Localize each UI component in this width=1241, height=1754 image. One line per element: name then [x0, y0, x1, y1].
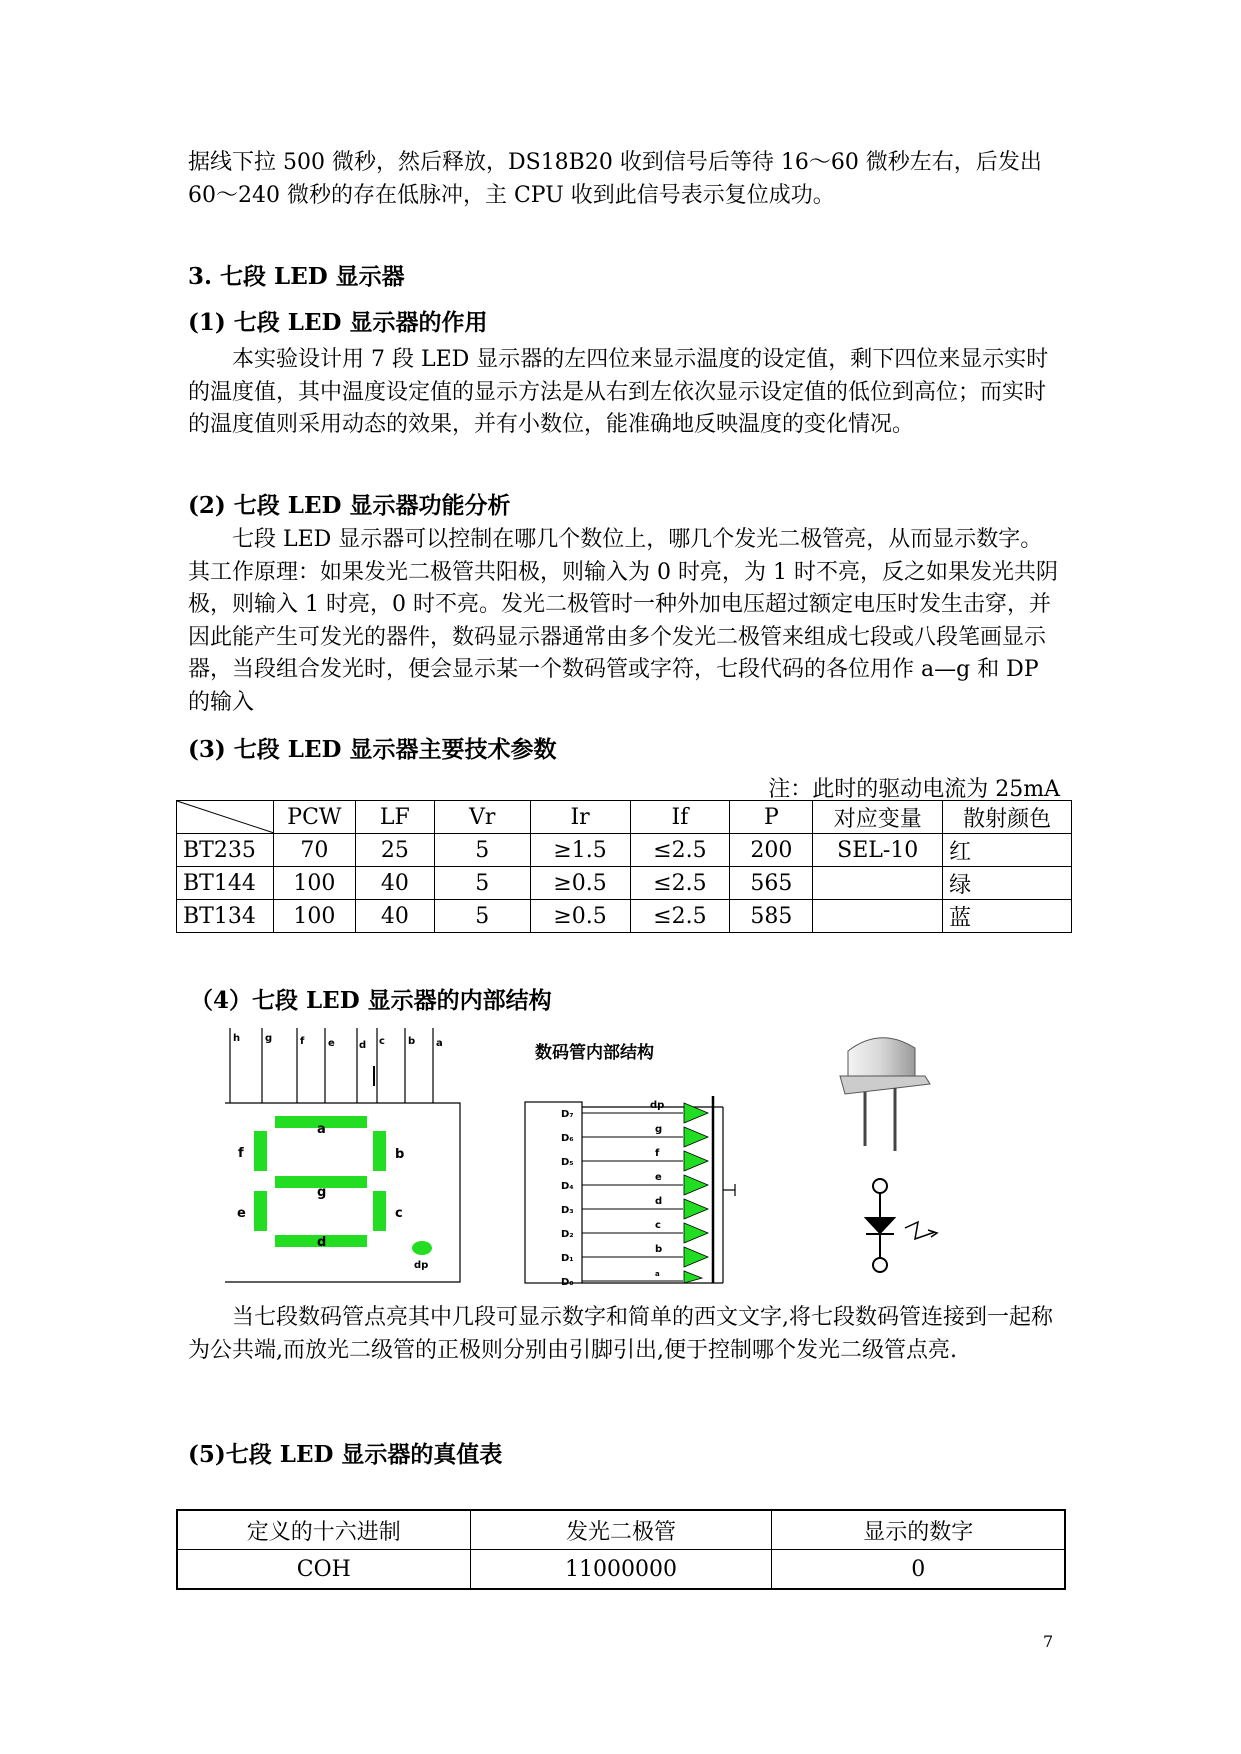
- pin-label: c: [379, 1036, 385, 1047]
- led-package-diagram: [830, 1026, 970, 1286]
- segment-label: dp: [414, 1260, 429, 1271]
- table-cell: 100: [273, 900, 355, 933]
- d-pin-label: D₃: [561, 1205, 574, 1216]
- led-diode-icon: [684, 1271, 702, 1283]
- d-pin-label: D₇: [561, 1109, 574, 1120]
- table-cell: 5: [434, 867, 530, 900]
- table-cell: SEL-10: [813, 834, 943, 867]
- table-cell: 绿: [943, 867, 1072, 900]
- internal-structure-title: 数码管内部结构: [535, 1043, 654, 1063]
- subsection-4-text: 当七段数码管点亮其中几段可显示数字和简单的西文文字,将七段数码管连接到一起称为公共端,而放光二级管的正极则分别由引脚引出,便于控制哪个发光二级管点亮.: [188, 1305, 1053, 1363]
- segment-dp: [412, 1241, 432, 1255]
- header-cell: 发光二极管: [470, 1510, 772, 1550]
- table-cell: [813, 900, 943, 933]
- segment-pin-label: f: [655, 1148, 660, 1159]
- table-cell: 蓝: [943, 900, 1072, 933]
- header-cell: 显示的数字: [772, 1510, 1065, 1550]
- d-pin-label: D₂: [561, 1229, 574, 1240]
- table-cell: 11000000: [470, 1550, 772, 1590]
- header-cell: Vr: [434, 801, 530, 834]
- header-cell: P: [730, 801, 813, 834]
- section-heading: 3. 七段 LED 显示器: [188, 263, 405, 290]
- d-pin-label: D₅: [561, 1157, 574, 1168]
- table-cell: 红: [943, 834, 1072, 867]
- led-diode-icon: [684, 1223, 708, 1243]
- internal-structure-diagram: [523, 1036, 753, 1286]
- led-package-icon: [840, 1038, 930, 1151]
- d-pin-label: D₆: [561, 1133, 574, 1144]
- segment-label: b: [395, 1147, 405, 1162]
- segment-label: a: [317, 1122, 326, 1137]
- table-cell: BT134: [177, 900, 274, 933]
- segment-label: g: [317, 1185, 327, 1200]
- segment-f: [254, 1131, 267, 1171]
- table-cell: ≤2.5: [630, 834, 730, 867]
- table-cell: 5: [434, 900, 530, 933]
- segment-pin-label: d: [655, 1196, 663, 1207]
- segment-b: [373, 1131, 386, 1171]
- table-cell: COH: [177, 1550, 470, 1590]
- table-cell: 40: [355, 867, 434, 900]
- led-diode-icon: [684, 1127, 708, 1147]
- pin-label: d: [359, 1040, 367, 1051]
- table-cell: 40: [355, 900, 434, 933]
- page-number: 7: [1043, 1632, 1054, 1651]
- subsection-1-text: 本实验设计用 7 段 LED 显示器的左四位来显示温度的设定值，剩下四位来显示实时的温度值，其中温度设定值的显示方法是从右到左依次显示设定值的低位到高位；而实时的温度值则采用动态的效果，并有小数位，能准确地反映温度的变化情况。: [188, 347, 1049, 437]
- table-cell: 5: [434, 834, 530, 867]
- led-diode-icon: [684, 1175, 708, 1195]
- table-cell: BT235: [177, 834, 274, 867]
- segment-pin-label: c: [655, 1220, 661, 1231]
- table-row: [177, 900, 1072, 933]
- segment-label: e: [237, 1206, 246, 1221]
- seven-segment-diagram: [225, 1028, 465, 1284]
- subsection-2-heading: (2) 七段 LED 显示器功能分析: [188, 492, 511, 519]
- header-cell: If: [630, 801, 730, 834]
- d-pin-label: D₁: [561, 1253, 574, 1264]
- segment-c: [373, 1191, 386, 1231]
- header-cell: PCW: [273, 801, 355, 834]
- table-cell: ≥0.5: [530, 867, 630, 900]
- header-cell: 散射颜色: [943, 801, 1072, 834]
- diagonal-line: [177, 801, 274, 833]
- subsection-4-heading: （4）七段 LED 显示器的内部结构: [190, 987, 552, 1014]
- header-cell: Ir: [530, 801, 630, 834]
- pin-label: f: [300, 1036, 305, 1047]
- led-diode-icon: [684, 1199, 708, 1219]
- table-cell: 100: [273, 867, 355, 900]
- table-cell: BT144: [177, 867, 274, 900]
- segment-label: f: [238, 1146, 244, 1161]
- table-row: [177, 1550, 1065, 1590]
- d-pin-label: D₄: [561, 1181, 574, 1192]
- diagonal-header-cell: [177, 801, 274, 834]
- pin-label: h: [233, 1033, 241, 1044]
- pin-label: g: [265, 1033, 273, 1044]
- header-cell: 对应变量: [813, 801, 943, 834]
- table-cell: 585: [730, 900, 813, 933]
- segment-pin-label: b: [655, 1244, 663, 1255]
- table-cell: 565: [730, 867, 813, 900]
- segment-pin-label: dp: [650, 1100, 665, 1111]
- led-symbol-icon: [866, 1179, 937, 1272]
- pin-label: e: [328, 1038, 335, 1049]
- table-cell: [813, 867, 943, 900]
- segment-pin-label: e: [655, 1172, 662, 1183]
- table-header-row: [177, 801, 1072, 834]
- intro-paragraph: 据线下拉 500 微秒，然后释放，DS18B20 收到信号后等待 16～60 微秒左右，后发出 60～240 微秒的存在低脉冲，主 CPU 收到此信号表示复位成功。: [188, 150, 1042, 208]
- truth-table: [176, 1509, 1066, 1590]
- table-row: [177, 834, 1072, 867]
- table-cell: ≤2.5: [630, 867, 730, 900]
- led-diode-icon: [684, 1103, 708, 1123]
- subsection-2-text: 七段 LED 显示器可以控制在哪几个数位上，哪几个发光二极管亮，从而显示数字。其工作原理：如果发光二极管共阳极，则输入为 0 时亮，为 1 时不亮，反之如果发光共阴极，则输入 1 时亮，0 时不亮。发光二极管时一种外加电压超过额定电压时发生击穿，并因此能产生可发光的器件，数码显示器通常由多个发光二极管来组成七段或八段笔画显示器，当段组合发光时，便会显示某一个数码管或字符，七段代码的各位用作 a—g 和 DP 的输入: [188, 527, 1058, 715]
- header-cell: LF: [355, 801, 434, 834]
- table-cell: ≥0.5: [530, 900, 630, 933]
- subsection-3-heading: (3) 七段 LED 显示器主要技术参数: [188, 736, 557, 763]
- table-header-row: [177, 1510, 1065, 1550]
- drive-current-note: 注：此时的驱动电流为 25mA: [768, 777, 1060, 802]
- table-cell: 25: [355, 834, 434, 867]
- table-row: [177, 867, 1072, 900]
- subsection-1-heading: (1) 七段 LED 显示器的作用: [188, 309, 488, 336]
- segment-pin-label: a: [655, 1270, 660, 1278]
- segment-label: c: [395, 1206, 403, 1221]
- led-diode-icon: [684, 1247, 708, 1267]
- table-cell: ≥1.5: [530, 834, 630, 867]
- header-cell: 定义的十六进制: [177, 1510, 470, 1550]
- pin-label: a: [436, 1038, 443, 1049]
- d-pin-label: D₀: [561, 1277, 574, 1288]
- table-cell: ≤2.5: [630, 900, 730, 933]
- segment-label: d: [317, 1235, 327, 1250]
- table-cell: 70: [273, 834, 355, 867]
- segment-e: [254, 1191, 267, 1231]
- subsection-5-heading: (5)七段 LED 显示器的真值表: [188, 1441, 503, 1468]
- table-cell: 200: [730, 834, 813, 867]
- table-cell: 0: [772, 1550, 1065, 1590]
- led-diode-icon: [684, 1151, 708, 1171]
- pin-label: b: [408, 1036, 416, 1047]
- segment-pin-label: g: [655, 1124, 663, 1135]
- parameters-table: [176, 800, 1072, 933]
